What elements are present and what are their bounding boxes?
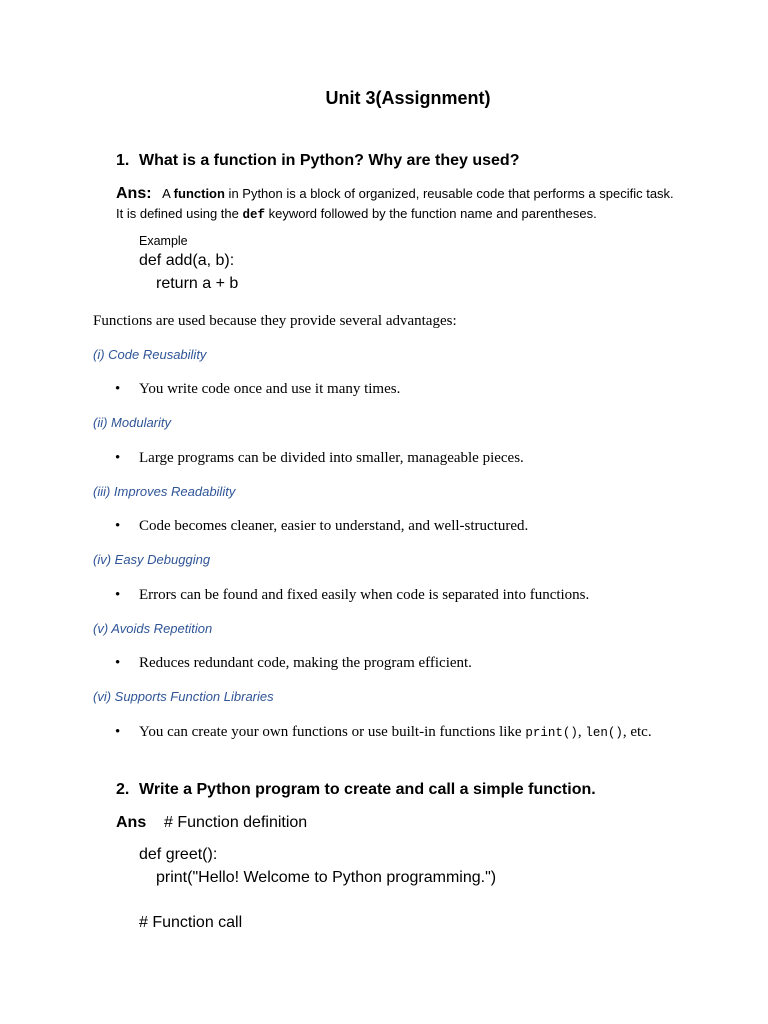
answer-1-line-2 [116,206,597,222]
advantage-point: You write code once and use it many times. [139,381,401,397]
page-title: Unit 3(Assignment) [325,88,491,108]
advantage-point-end: , etc. [622,724,652,740]
question-1-text: What is a function in Python? Why are they used? [139,152,520,169]
greet-code-line-2: print("Hello! Welcome to Python programming.") [156,869,497,886]
advantage-heading: (v) Avoids Repetition [93,621,213,636]
answer-1-text-pre: A [162,186,174,201]
advantage-heading: (ii) Modularity [93,415,172,430]
print-code: print() [525,726,578,740]
advantages-intro: Functions are used because they provide several advantages: [93,313,457,329]
def-keyword-code: def [242,208,265,222]
bullet-icon: • [115,518,121,534]
bullet-icon: • [115,381,121,397]
code-comment-definition: # Function definition [164,814,308,831]
question-2-text: Write a Python program to create and call a simple function. [139,781,596,798]
answer-1-label: Ans: [116,185,152,202]
example-code-line-2: return a + b [156,275,239,292]
code-comment-call: # Function call [139,914,243,931]
answer-1-line-1 [116,185,674,203]
bullet-icon: • [115,724,121,740]
advantage-heading: (iii) Improves Readability [93,484,236,499]
bullet-icon: • [115,587,121,603]
bullet-icon: • [115,450,121,466]
answer-1-keyword: function [173,186,225,201]
answer-2-label: Ans [116,814,147,831]
advantage-point: Large programs can be divided into smaller, manageable pieces. [139,450,524,466]
example-label: Example [139,234,188,248]
advantage-point [139,724,652,741]
question-2-number: 2. [116,781,130,798]
answer-1-line-2-pre: It is defined using the [116,206,243,221]
advantage-point: Code becomes cleaner, easier to understand, and well-structured. [139,518,529,534]
answer-1-text-post: in Python is a block of organized, reusable code that performs a specific task. [224,186,674,201]
advantage-heading: (iv) Easy Debugging [93,552,211,567]
question-1-number: 1. [116,152,130,169]
bullet-icon: • [115,655,121,671]
advantage-point-text: You can create your own functions or use built-in functions like [139,724,526,740]
separator: , [577,724,586,740]
answer-1-line-2-post: keyword followed by the function name and parentheses. [265,206,597,221]
greet-code-line-1: def greet(): [139,846,218,863]
len-code: len() [585,726,623,740]
advantage-heading: (i) Code Reusability [93,347,207,362]
advantage-point: Reduces redundant code, making the program efficient. [139,655,472,671]
example-code-line-1: def add(a, b): [139,252,235,269]
advantage-heading: (vi) Supports Function Libraries [93,689,274,704]
advantage-point: Errors can be found and fixed easily when code is separated into functions. [139,587,590,603]
